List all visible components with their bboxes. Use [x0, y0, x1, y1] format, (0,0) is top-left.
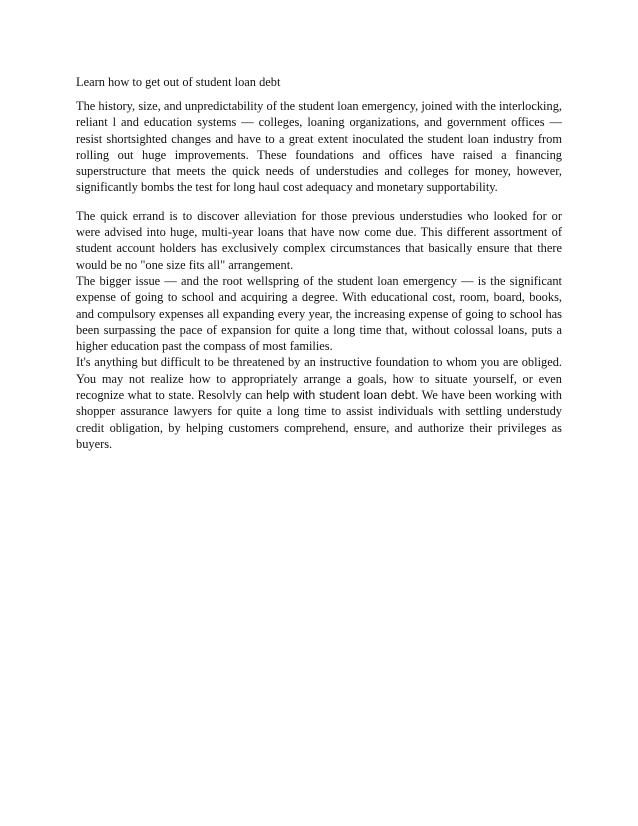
- paragraph-resolvly: [76, 354, 562, 452]
- paragraph-resolvly-text-start: It's anything but difficult to be threatened by an instructive foundation to whom you are obliged. You may not realize how to appropriately arrange a goals, how to situate yourself, or even recognize what to state. Resolvly can: [76, 355, 562, 403]
- student-loan-help-link[interactable]: help with student loan debt.: [265, 388, 419, 403]
- document-page: [76, 74, 562, 452]
- paragraph-bigger-issue: The bigger issue — and the root wellspring of the student loan emergency — is the significant expense of going to school and acquiring a degree. With educational cost, room, board, books, and compulsory expenses all expanding every year, the increasing expense of going to school has been surpassing the pace of expansion for quite a long time that, without colossal loans, puts a higher education past the compass of most families.: [76, 273, 562, 354]
- document-title: Learn how to get out of student loan debt: [76, 75, 281, 89]
- paragraph-quick-errand: The quick errand is to discover alleviation for those previous understudies who looked for or were advised into huge, multi-year loans that have now come due. This different assortment of student account holders has exclusively complex circumstances that basically ensure that there would be no "one size fits all" arrangement.: [76, 208, 562, 272]
- paragraph-history: The history, size, and unpredictability of the student loan emergency, joined with the interlocking, reliant l and education systems — colleges, loaning organizations, and government offices — resist shortsighted changes and have to a great extent inoculated the student loan industry from rolling out huge improvements. These foundations and offices have raised a financing superstructure that meets the quick needs of understudies and colleges for money, however, significantly bombs the test for long haul cost adequacy and monetary supportability.: [76, 99, 562, 195]
- paragraph-resolvly-text-end: We have been working with shopper assurance lawyers for quite a long time to assist individuals with settling understudy credit obligation, by helping customers comprehend, ensure, and authorize their privileges as buyers.: [76, 388, 562, 451]
